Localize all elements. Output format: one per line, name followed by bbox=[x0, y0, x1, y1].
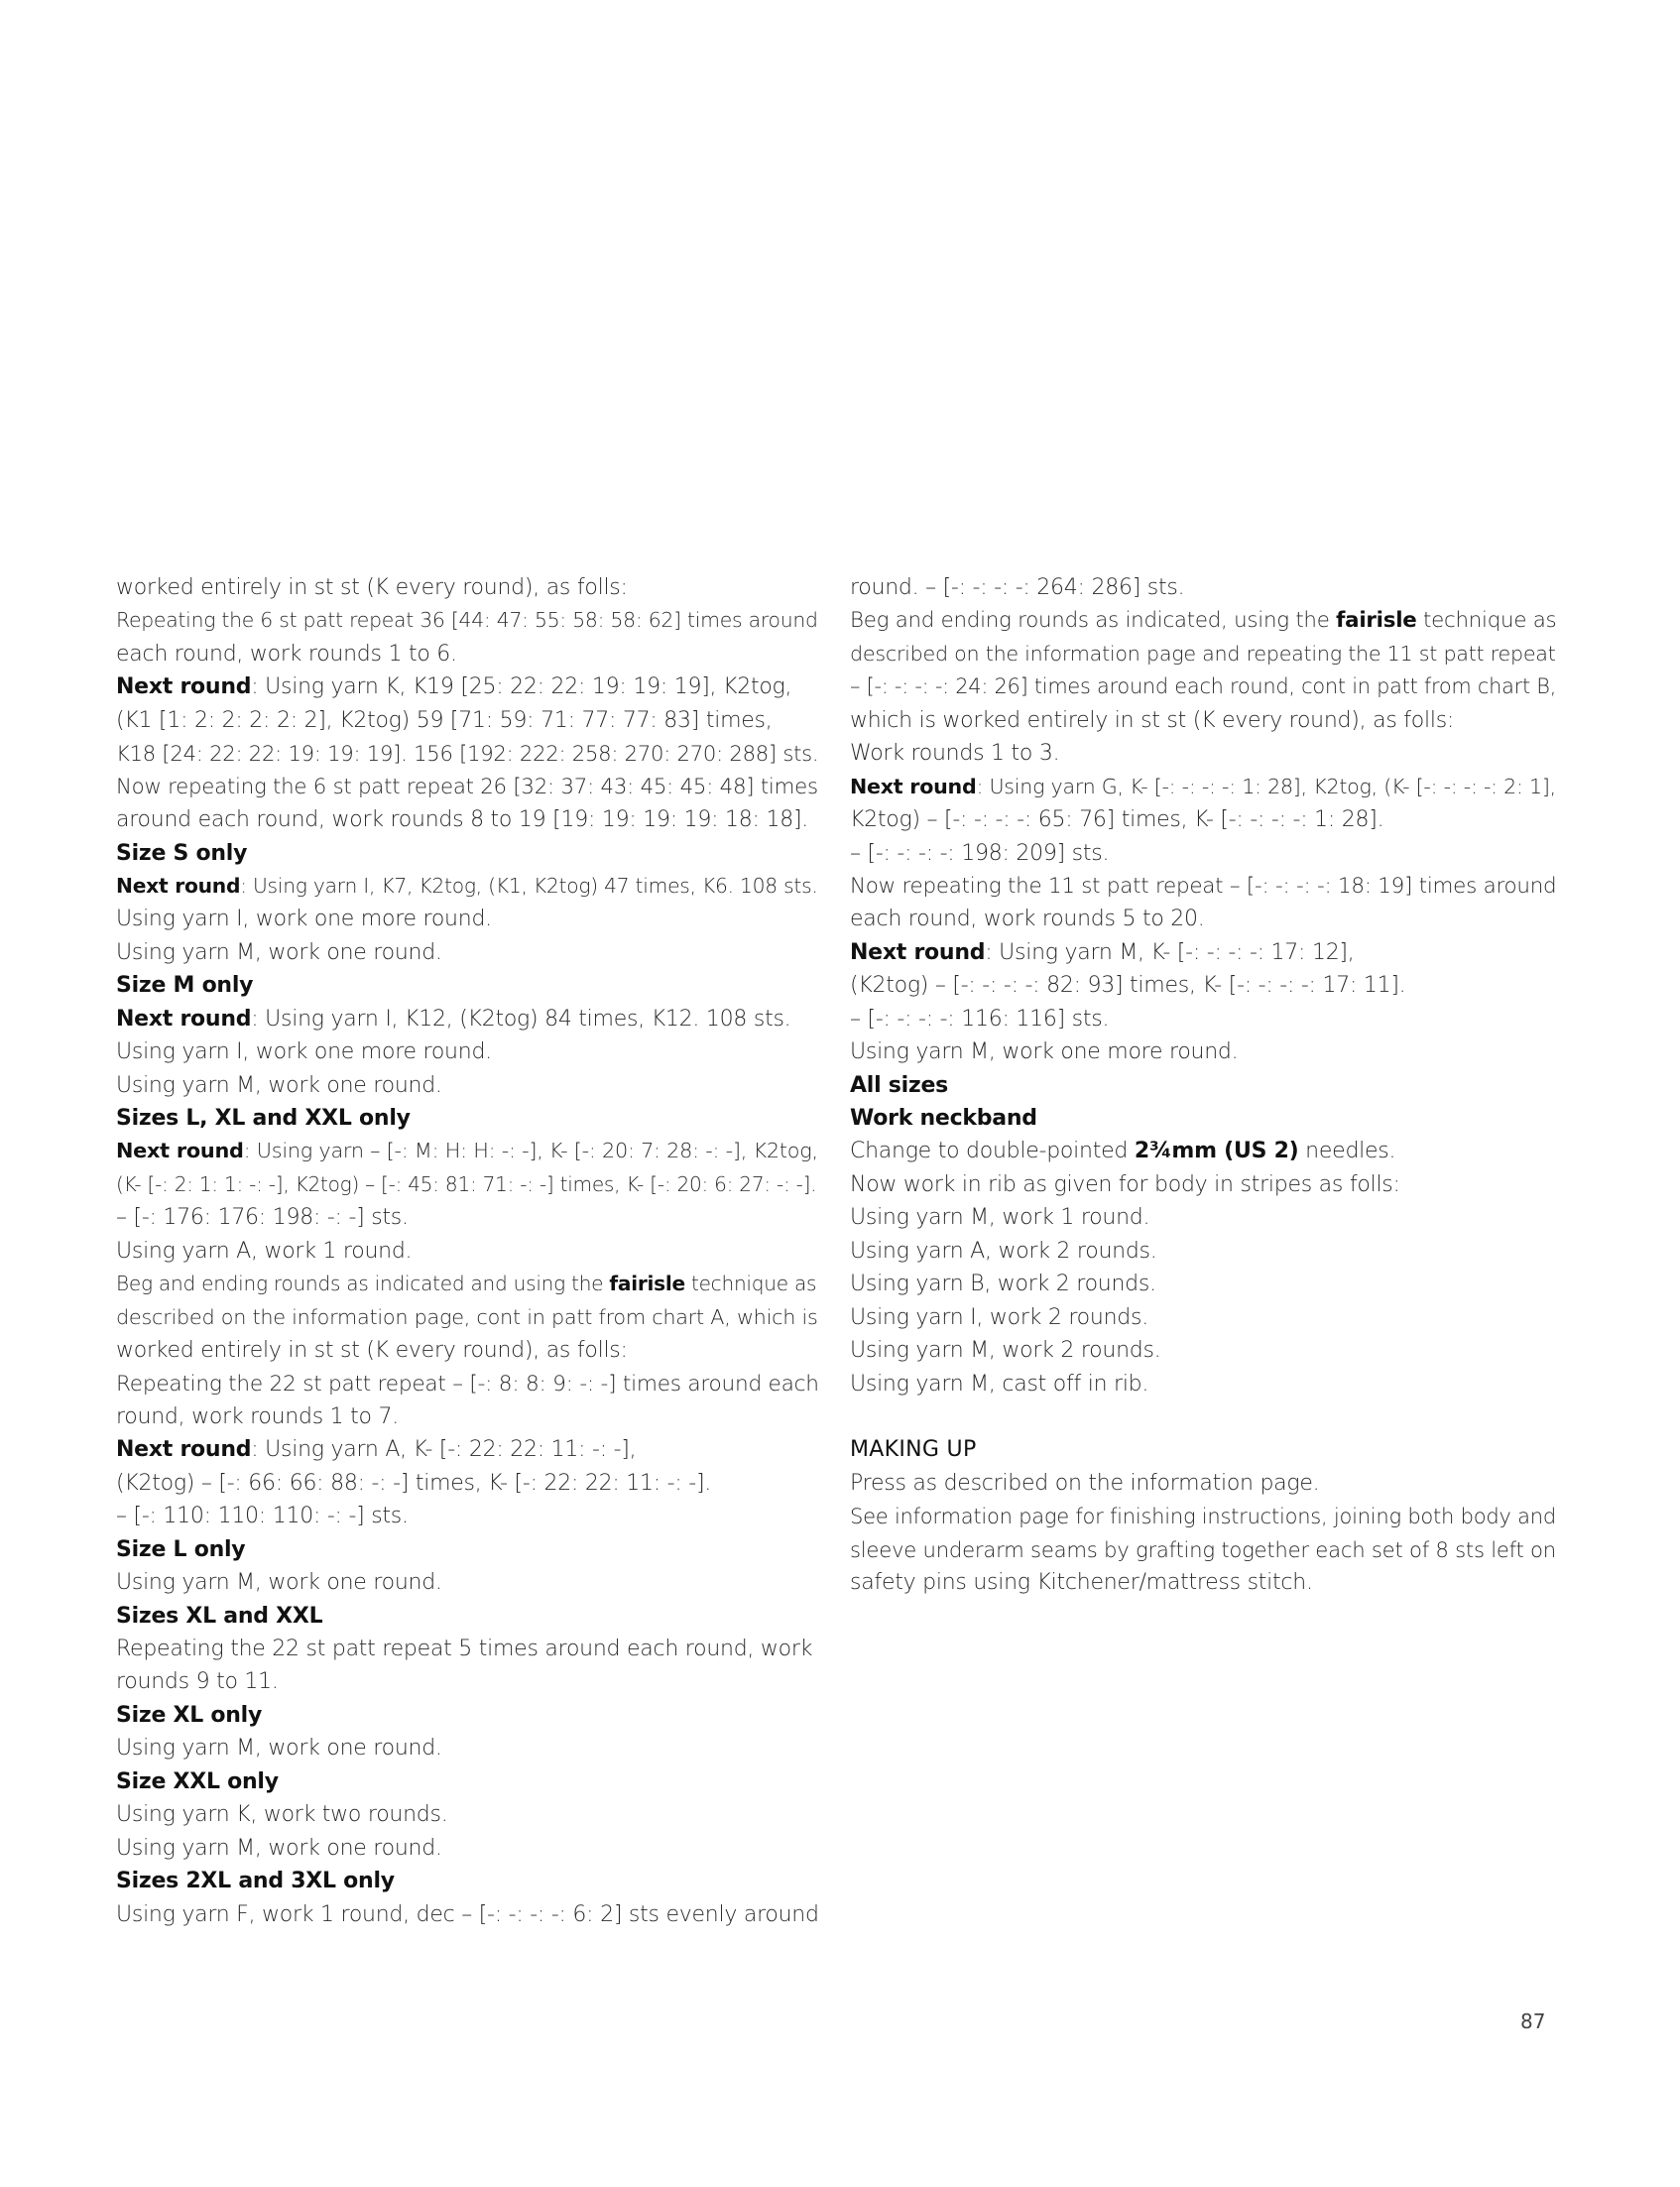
instruction-text: Beg and ending rounds as indicated and using the bbox=[116, 1272, 610, 1296]
text-line: Now repeating the 6 st patt repeat 26 [32: 37: 43: 45: 45: 48] times bbox=[116, 774, 818, 799]
text-line: (K2tog) – [-: -: -: -: 82: 93] times, K- [-: -: -: -: 17: 11]. bbox=[850, 973, 1406, 999]
text-line: Repeating the 6 st patt repeat 36 [44: 47: 55: 58: 58: 62] times around bbox=[116, 608, 818, 633]
instruction-text: needles. bbox=[1298, 1139, 1396, 1164]
text-line: each round, work rounds 5 to 20. bbox=[850, 907, 1205, 932]
text-line: Using yarn M, work one round. bbox=[116, 939, 442, 965]
left-column bbox=[116, 571, 826, 1931]
instruction-line bbox=[116, 870, 826, 903]
size-heading: Size M only bbox=[116, 973, 254, 999]
text-line: Press as described on the information page. bbox=[850, 1470, 1320, 1496]
text-line: Using yarn B, work 2 rounds. bbox=[850, 1272, 1156, 1297]
size-heading: Sizes 2XL and 3XL only bbox=[116, 1869, 395, 1894]
size-heading: Size S only bbox=[116, 840, 248, 866]
text-line: Using yarn M, work one round. bbox=[116, 1835, 442, 1861]
text-line: K2tog) – [-: -: -: -: 65: 76] times, K- [-: -: -: -: 1: 28]. bbox=[850, 807, 1384, 833]
text-line: – [-: 110: 110: 110: -: -] sts. bbox=[116, 1504, 409, 1529]
instruction-text: Change to double-pointed bbox=[850, 1139, 1135, 1164]
text-line: worked entirely in st st (K every round), as folls: bbox=[116, 1338, 628, 1364]
text-line: around each round, work rounds 8 to 19 [19: 19: 19: 19: 18: 18]. bbox=[116, 807, 809, 833]
next-round-label: Next round bbox=[116, 1006, 252, 1032]
size-heading: Sizes XL and XXL bbox=[116, 1603, 323, 1629]
text-line: which is worked entirely in st st (K every round), as folls: bbox=[850, 707, 1455, 733]
text-line: (K2tog) – [-: 66: 66: 88: -: -] times, K- [-: 22: 22: 11: -: -]. bbox=[116, 1470, 712, 1496]
instruction-line bbox=[116, 1135, 826, 1167]
text-line: Using yarn A, work 1 round. bbox=[116, 1238, 413, 1264]
text-line: Using yarn M, work one round. bbox=[116, 1072, 442, 1098]
instruction-text: : Using yarn – [-: M: H: H: -: -], K- [-: 20: 7: 28: -: -], K2tog, bbox=[243, 1139, 818, 1163]
instruction-text: : Using yarn I, K12, (K2tog) 84 times, K12. 108 sts. bbox=[251, 1006, 791, 1032]
text-line: – [-: -: -: -: 24: 26] times around each round, cont in patt from chart B, bbox=[850, 674, 1557, 699]
text-line: Using yarn M, cast off in rib. bbox=[850, 1371, 1149, 1397]
text-line: rounds 9 to 11. bbox=[116, 1669, 279, 1695]
size-heading: All sizes bbox=[850, 1072, 948, 1098]
section-subheading: Work neckband bbox=[850, 1106, 1037, 1131]
text-line: Using yarn M, work 1 round. bbox=[850, 1205, 1150, 1231]
text-line: Work rounds 1 to 3. bbox=[850, 741, 1060, 767]
text-line: Using yarn A, work 2 rounds. bbox=[850, 1238, 1157, 1264]
technique-term: fairisle bbox=[1336, 608, 1417, 634]
text-line: – [-: -: -: -: 116: 116] sts. bbox=[850, 1006, 1110, 1032]
text-line: Using yarn K, work two rounds. bbox=[116, 1802, 448, 1828]
text-line: (K1 [1: 2: 2: 2: 2: 2], K2tog) 59 [71: 59: 71: 77: 77: 83] times, bbox=[116, 707, 773, 733]
size-heading: Size L only bbox=[116, 1536, 246, 1562]
text-line: Using yarn I, work 2 rounds. bbox=[850, 1304, 1148, 1330]
section-heading: MAKING UP bbox=[850, 1437, 977, 1463]
next-round-label: Next round bbox=[850, 939, 986, 965]
needle-size: 2¾mm (US 2) bbox=[1134, 1139, 1299, 1164]
text-line: Now work in rib as given for body in stripes as folls: bbox=[850, 1171, 1400, 1197]
next-round-label: Next round bbox=[116, 873, 241, 898]
text-line: Now repeating the 11 st patt repeat – [-: -: -: -: 18: 19] times around bbox=[850, 873, 1557, 899]
instruction-text: Beg and ending rounds as indicated, using the bbox=[850, 608, 1337, 634]
text-line: round. – [-: -: -: -: 264: 286] sts. bbox=[850, 575, 1185, 600]
instruction-text: : Using yarn A, K- [-: 22: 22: 11: -: -], bbox=[251, 1437, 637, 1463]
instruction-line bbox=[850, 604, 1564, 637]
instruction-text: : Using yarn I, K7, K2tog, (K1, K2tog) 47 times, K6. 108 sts. bbox=[240, 873, 818, 898]
text-line: K18 [24: 22: 22: 19: 19: 19]. 156 [192: 222: 258: 270: 270: 288] sts. bbox=[116, 741, 819, 767]
size-heading: Size XL only bbox=[116, 1702, 263, 1728]
text-line: (K- [-: 2: 1: 1: -: -], K2tog) – [-: 45: 81: 71: -: -] times, K- [-: 20: 6: 27: -: -]. bbox=[116, 1171, 817, 1196]
technique-term: fairisle bbox=[609, 1272, 685, 1296]
text-line: Repeating the 22 st patt repeat – [-: 8: 8: 9: -: -] times around each bbox=[116, 1371, 819, 1397]
text-line: described on the information page, cont in patt from chart A, which is bbox=[116, 1304, 818, 1329]
size-heading: Sizes L, XL and XXL only bbox=[116, 1106, 411, 1131]
size-heading: Size XXL only bbox=[116, 1768, 279, 1794]
text-line: – [-: 176: 176: 198: -: -] sts. bbox=[116, 1205, 409, 1231]
text-line: Using yarn M, work one more round. bbox=[850, 1039, 1239, 1065]
text-line: Repeating the 22 st patt repeat 5 times around each round, work bbox=[116, 1637, 813, 1661]
instruction-text: technique as bbox=[684, 1272, 817, 1296]
next-round-label: Next round bbox=[850, 774, 977, 798]
text-line: – [-: -: -: -: 198: 209] sts. bbox=[850, 840, 1110, 866]
text-line: sleeve underarm seams by grafting together each set of 8 sts left on bbox=[850, 1536, 1556, 1562]
instruction-line bbox=[850, 1135, 1564, 1167]
instruction-line bbox=[116, 1268, 826, 1300]
instruction-text: : Using yarn M, K- [-: -: -: -: 17: 12], bbox=[985, 939, 1355, 965]
instruction-line bbox=[116, 1433, 826, 1466]
text-line: described on the information page and repeating the 11 st patt repeat bbox=[850, 641, 1556, 666]
text-line: Using yarn I, work one more round. bbox=[116, 907, 492, 932]
instruction-text: technique as bbox=[1416, 608, 1557, 634]
text-line: round, work rounds 1 to 7. bbox=[116, 1403, 399, 1429]
text-line: See information page for finishing instructions, joining both body and bbox=[850, 1504, 1556, 1529]
instruction-line bbox=[116, 670, 826, 703]
text-line: Using yarn M, work one round. bbox=[116, 1570, 442, 1596]
text-line: worked entirely in st st (K every round), as folls: bbox=[116, 575, 628, 600]
instruction-line bbox=[850, 771, 1564, 803]
next-round-label: Next round bbox=[116, 674, 252, 700]
text-line: Using yarn I, work one more round. bbox=[116, 1039, 492, 1065]
text-line: Using yarn F, work 1 round, dec – [-: -: -: -: 6: 2] sts evenly around bbox=[116, 1901, 819, 1927]
page-number: 87 bbox=[1520, 2009, 1546, 2033]
right-column bbox=[850, 571, 1564, 1600]
next-round-label: Next round bbox=[116, 1437, 252, 1463]
instruction-text: : Using yarn K, K19 [25: 22: 22: 19: 19: 19], K2tog, bbox=[251, 674, 792, 700]
text-line: safety pins using Kitchener/mattress stitch. bbox=[850, 1570, 1313, 1596]
text-line: Using yarn M, work one round. bbox=[116, 1736, 442, 1762]
text-line: each round, work rounds 1 to 6. bbox=[116, 641, 457, 667]
text-line: Using yarn M, work 2 rounds. bbox=[850, 1338, 1161, 1364]
instruction-line bbox=[116, 1003, 826, 1035]
instruction-text: : Using yarn G, K- [-: -: -: -: 1: 28], K2tog, (K- [-: -: -: -: 2: 1], bbox=[976, 774, 1556, 798]
next-round-label: Next round bbox=[116, 1139, 244, 1163]
section-spacer bbox=[850, 1400, 1564, 1433]
instruction-line bbox=[850, 936, 1564, 969]
